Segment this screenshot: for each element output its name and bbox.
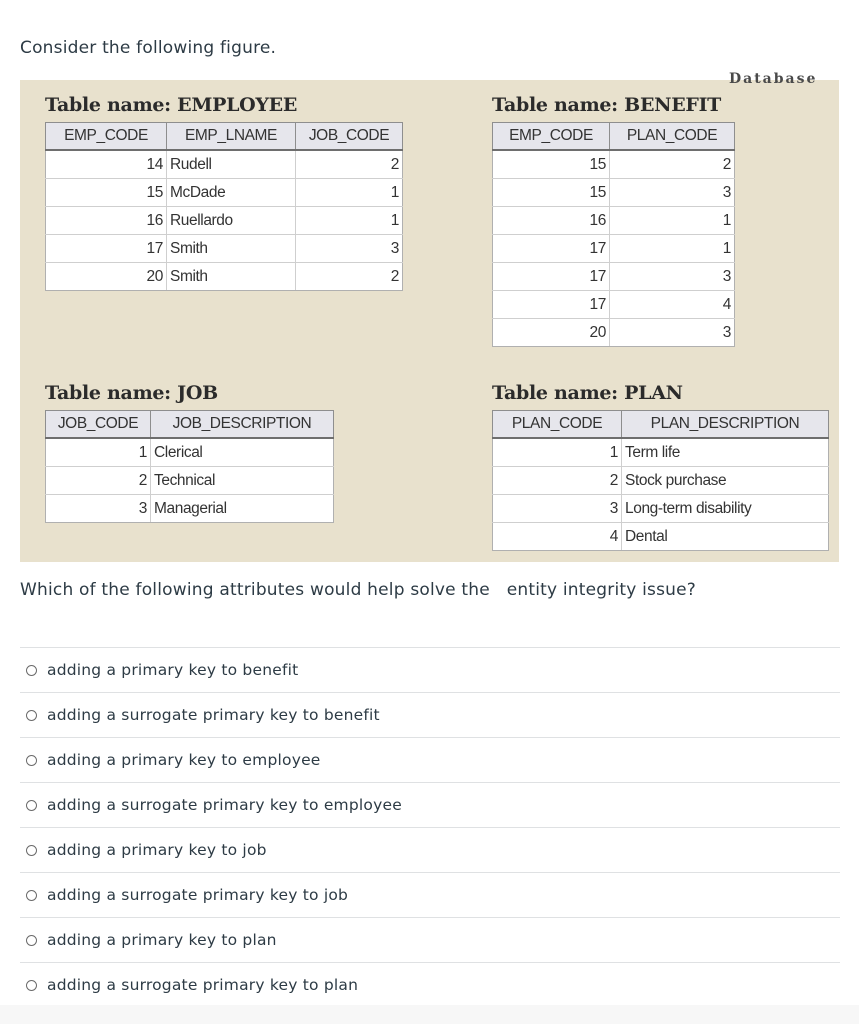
cell: 17 — [493, 235, 610, 263]
answer-label: adding a primary key to employee — [47, 751, 321, 769]
answer-option[interactable] — [20, 648, 840, 693]
plan-table-title: Table name: PLAN — [492, 382, 683, 404]
column-header: EMP_CODE — [46, 123, 167, 151]
radio-button-icon[interactable] — [26, 980, 37, 991]
answer-option[interactable] — [20, 738, 840, 783]
radio-button-icon[interactable] — [26, 710, 37, 721]
plan-table — [492, 410, 829, 551]
column-header: JOB_CODE — [46, 411, 151, 439]
cell: 14 — [46, 150, 167, 179]
cell: 3 — [493, 495, 622, 523]
table-row — [46, 495, 334, 523]
cell: 1 — [610, 207, 735, 235]
cell: 17 — [493, 263, 610, 291]
cell: 2 — [296, 150, 403, 179]
table-row — [493, 291, 735, 319]
answer-option[interactable] — [20, 918, 840, 963]
answer-label: adding a primary key to benefit — [47, 661, 299, 679]
cell: 20 — [46, 263, 167, 291]
cell: 20 — [493, 319, 610, 347]
table-row — [493, 207, 735, 235]
column-header: EMP_LNAME — [167, 123, 296, 151]
cell: Rudell — [167, 150, 296, 179]
column-header: PLAN_CODE — [610, 123, 735, 151]
cell: 17 — [493, 291, 610, 319]
table-row — [493, 179, 735, 207]
table-row — [493, 235, 735, 263]
cell: 15 — [493, 179, 610, 207]
cell: 16 — [493, 207, 610, 235]
radio-button-icon[interactable] — [26, 890, 37, 901]
table-row — [46, 179, 403, 207]
radio-button-icon[interactable] — [26, 935, 37, 946]
cell: Term life — [622, 438, 829, 467]
cell: 2 — [296, 263, 403, 291]
table-row — [46, 263, 403, 291]
column-header: EMP_CODE — [493, 123, 610, 151]
cell: Smith — [167, 263, 296, 291]
answer-option[interactable] — [20, 963, 840, 1007]
cell: 1 — [493, 438, 622, 467]
cell: 3 — [610, 319, 735, 347]
cell: 15 — [46, 179, 167, 207]
cell: Managerial — [151, 495, 334, 523]
cell: 3 — [46, 495, 151, 523]
radio-button-icon[interactable] — [26, 665, 37, 676]
cell: Technical — [151, 467, 334, 495]
radio-button-icon[interactable] — [26, 800, 37, 811]
plan-table-block — [492, 382, 829, 551]
cell: 3 — [296, 235, 403, 263]
cell: 4 — [610, 291, 735, 319]
cell: Clerical — [151, 438, 334, 467]
answer-option[interactable] — [20, 693, 840, 738]
table-row — [46, 235, 403, 263]
table-row — [46, 438, 334, 467]
question-prompt: Consider the following figure. — [20, 38, 277, 58]
employee-table-block — [45, 94, 403, 291]
cell: 15 — [493, 150, 610, 179]
benefit-table — [492, 122, 735, 347]
job-table — [45, 410, 334, 523]
radio-button-icon[interactable] — [26, 755, 37, 766]
database-figure — [20, 71, 839, 562]
cell: 17 — [46, 235, 167, 263]
cell: 1 — [610, 235, 735, 263]
answer-label: adding a primary key to job — [47, 841, 267, 859]
table-row — [493, 495, 829, 523]
answer-option[interactable] — [20, 828, 840, 873]
table-row — [46, 467, 334, 495]
cell: 2 — [610, 150, 735, 179]
column-header: PLAN_DESCRIPTION — [622, 411, 829, 439]
answer-list — [20, 647, 840, 1007]
table-row — [493, 467, 829, 495]
question-text: Which of the following attributes would help solve the entity integrity issue? — [20, 580, 697, 600]
cell: 4 — [493, 523, 622, 551]
table-row — [46, 207, 403, 235]
benefit-table-title: Table name: BENEFIT — [492, 94, 721, 116]
job-table-block — [45, 382, 334, 523]
cell: 2 — [46, 467, 151, 495]
cutoff-caption: Database — [729, 71, 818, 87]
answer-label: adding a primary key to plan — [47, 931, 277, 949]
table-row — [493, 319, 735, 347]
benefit-table-block — [492, 94, 735, 347]
cell: 1 — [296, 179, 403, 207]
cell: 3 — [610, 179, 735, 207]
table-row — [46, 150, 403, 179]
table-row — [493, 438, 829, 467]
column-header: JOB_DESCRIPTION — [151, 411, 334, 439]
radio-button-icon[interactable] — [26, 845, 37, 856]
answer-label: adding a surrogate primary key to job — [47, 886, 349, 904]
cell: Ruellardo — [167, 207, 296, 235]
footer-band — [0, 1005, 859, 1024]
cell: 1 — [296, 207, 403, 235]
column-header: PLAN_CODE — [493, 411, 622, 439]
cell: Long-term disability — [622, 495, 829, 523]
cell: 1 — [46, 438, 151, 467]
job-table-title: Table name: JOB — [45, 382, 218, 404]
cell: McDade — [167, 179, 296, 207]
table-row — [493, 150, 735, 179]
answer-label: adding a surrogate primary key to plan — [47, 976, 359, 994]
cell: Dental — [622, 523, 829, 551]
answer-label: adding a surrogate primary key to benefit — [47, 706, 380, 724]
answer-option[interactable] — [20, 873, 840, 918]
answer-option[interactable] — [20, 783, 840, 828]
table-row — [493, 263, 735, 291]
column-header: JOB_CODE — [296, 123, 403, 151]
cell: Smith — [167, 235, 296, 263]
answer-label: adding a surrogate primary key to employee — [47, 796, 402, 814]
cell: 16 — [46, 207, 167, 235]
cell: 2 — [493, 467, 622, 495]
employee-table — [45, 122, 403, 291]
table-row — [493, 523, 829, 551]
employee-table-title: Table name: EMPLOYEE — [45, 94, 298, 116]
cell: 3 — [610, 263, 735, 291]
cell: Stock purchase — [622, 467, 829, 495]
